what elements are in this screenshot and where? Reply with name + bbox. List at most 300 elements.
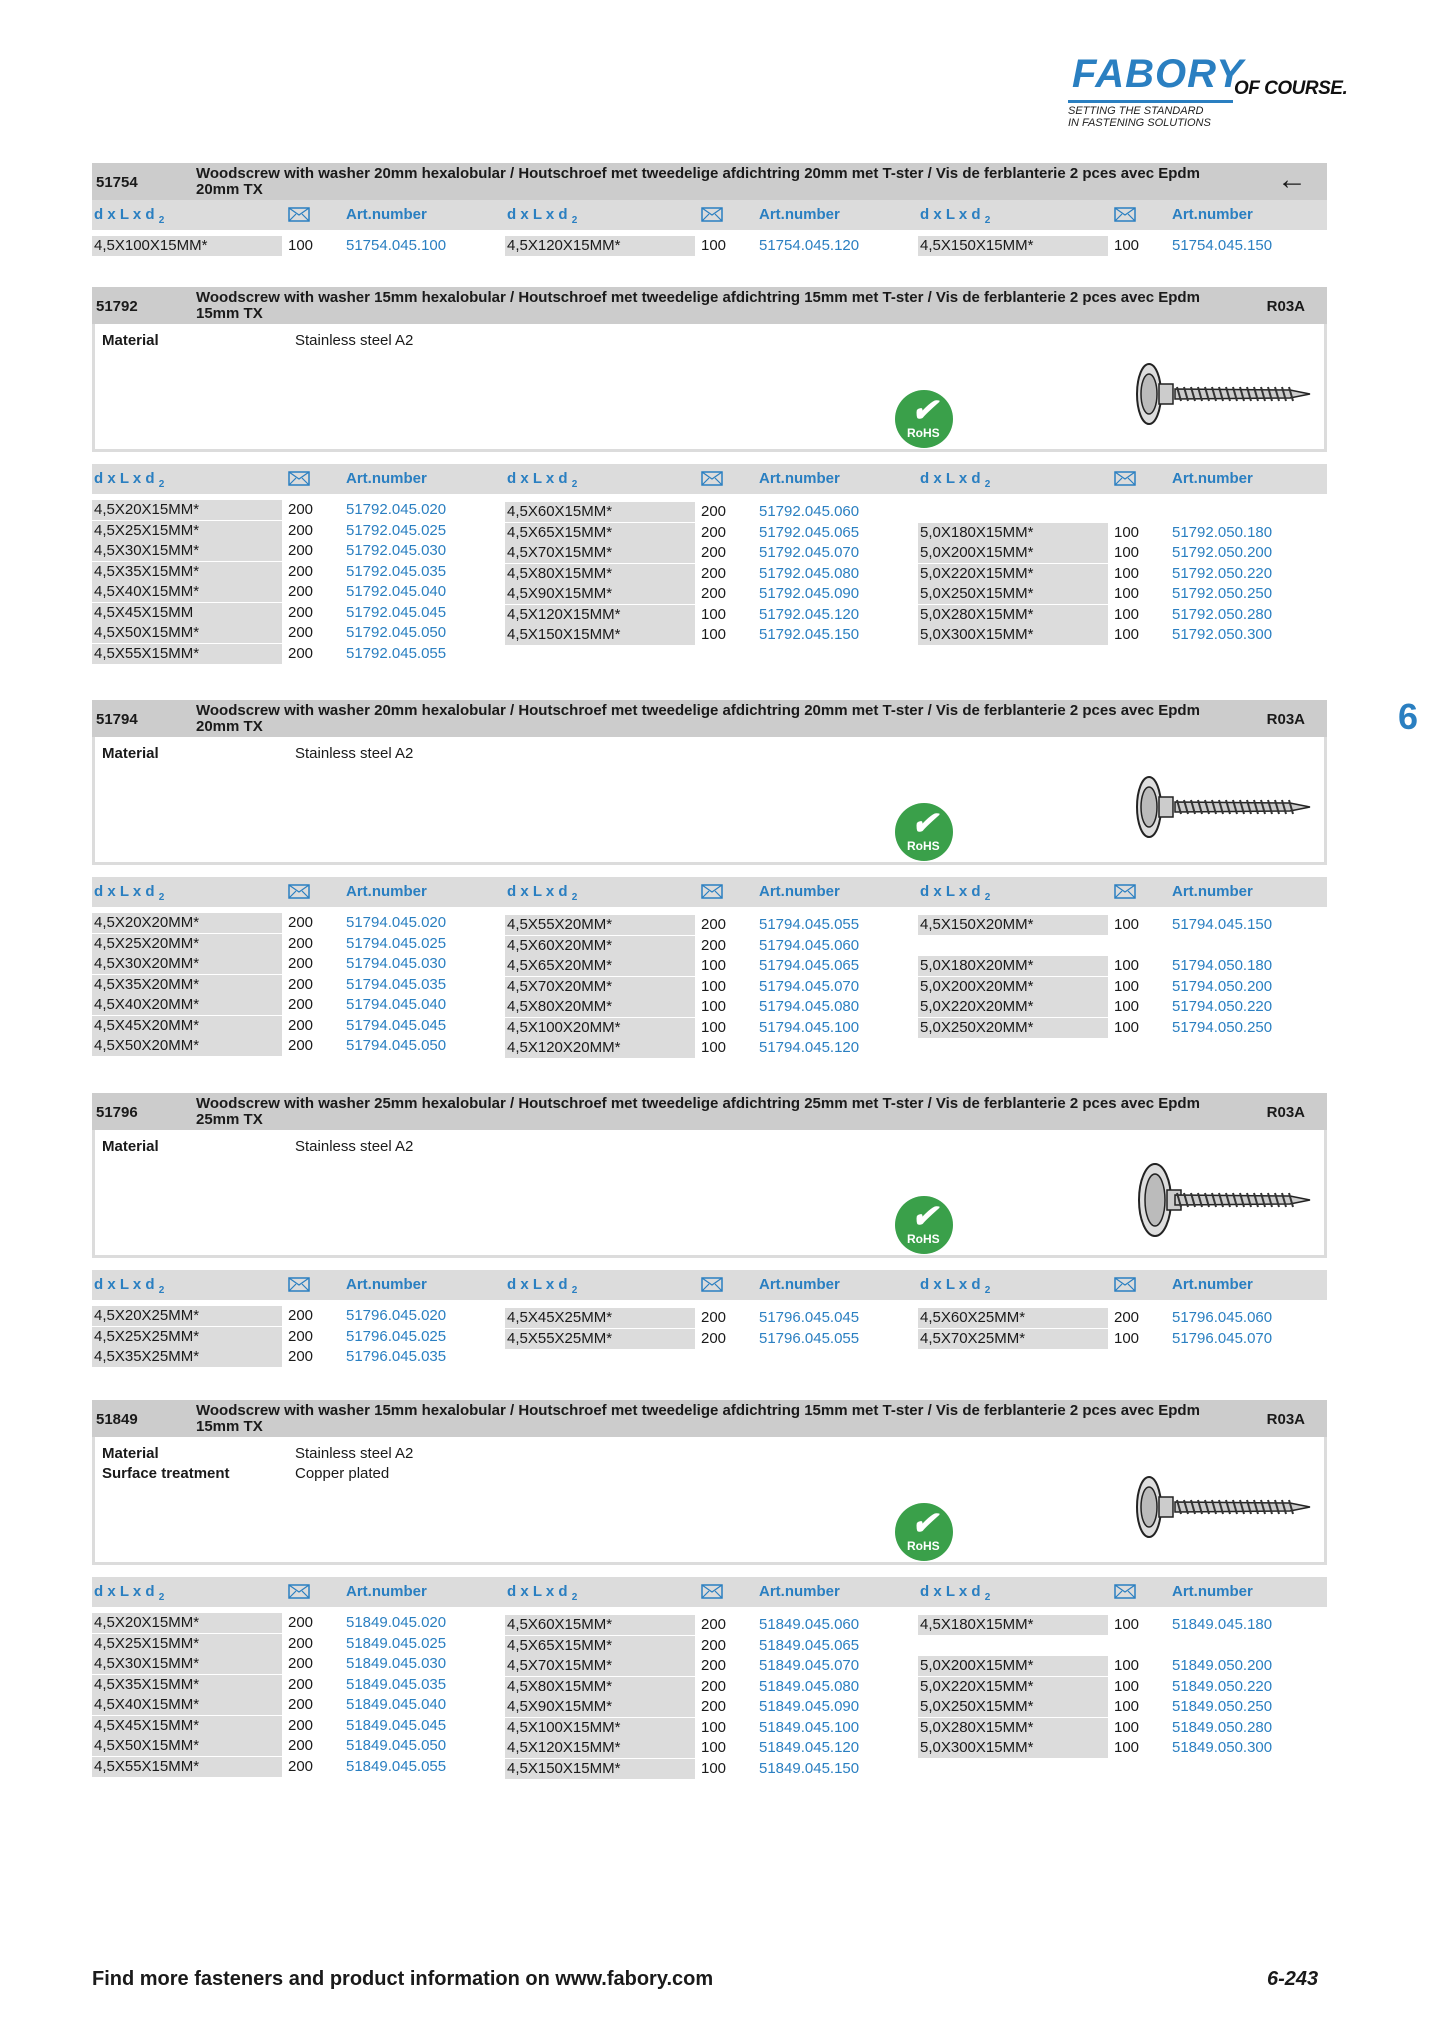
table-row	[92, 1306, 492, 1326]
dimension-cell: 4,5X55X15MM*	[92, 1757, 282, 1777]
art-number-link[interactable]: 51794.045.150	[1172, 916, 1273, 933]
art-number-link[interactable]: 51794.050.200	[1172, 977, 1273, 995]
art-number-link[interactable]: 51849.045.100	[759, 1718, 860, 1736]
pack-quantity-cell: 100	[288, 237, 314, 254]
dim-subscript: 2	[158, 1285, 165, 1296]
pack-quantity-cell: 200	[288, 603, 314, 621]
table-row	[505, 1677, 905, 1697]
pack-quantity-cell: 200	[288, 1348, 314, 1365]
art-number-link[interactable]: 51794.045.065	[759, 957, 860, 974]
dimension-cell: 4,5X150X15MM*	[505, 625, 695, 645]
table-row	[92, 975, 492, 995]
dimension-cell: 4,5X60X15MM*	[505, 502, 695, 522]
dim-label: d x L x d	[507, 206, 572, 223]
table-row	[505, 584, 905, 604]
column-header-art-number: Art.number	[346, 1276, 427, 1293]
rohs-label: RoHS	[907, 839, 940, 853]
envelope-icon	[1114, 884, 1136, 899]
dimension-cell: 4,5X25X15MM*	[92, 521, 282, 541]
dimension-cell: 4,5X180X15MM*	[918, 1615, 1108, 1635]
table-row	[918, 977, 1318, 997]
table-body	[92, 500, 1327, 668]
pack-quantity-cell: 100	[1114, 977, 1140, 995]
pack-quantity-cell: 200	[288, 1307, 314, 1324]
table-header	[92, 200, 1327, 230]
dim-label: d x L x d	[920, 206, 985, 223]
dim-label: d x L x d	[920, 1583, 985, 1600]
table-row	[92, 1757, 492, 1777]
reference-code: R03A	[1266, 298, 1305, 315]
pack-quantity-cell: 200	[288, 934, 314, 952]
art-number-link[interactable]: 51794.045.035	[346, 975, 447, 993]
column-header-dim	[507, 470, 577, 490]
dimension-cell: 4,5X30X20MM*	[92, 954, 282, 974]
pack-quantity-cell: 200	[288, 542, 314, 559]
pack-quantity-cell: 200	[288, 975, 314, 993]
screw-image-box	[1115, 354, 1315, 434]
table-row	[918, 1677, 1318, 1697]
pack-quantity-cell: 100	[701, 1018, 727, 1036]
art-number-link[interactable]: 51849.045.120	[759, 1739, 860, 1756]
product-title: Woodscrew with washer 15mm hexalobular / Houtschroef met tweedelige afdichtring 15mm met T-ster / Vis de ferblanterie 2 pces avec Epdm 15mm TX	[196, 1402, 1200, 1435]
checkmark-icon: ✔	[911, 805, 938, 841]
pack-quantity-cell: 100	[1114, 626, 1140, 643]
dim-subscript: 2	[984, 892, 991, 903]
art-number-link[interactable]: 51849.050.280	[1172, 1718, 1273, 1736]
table-row	[92, 1347, 492, 1367]
dimension-cell: 4,5X70X25MM*	[918, 1329, 1108, 1349]
dimension-cell: 4,5X20X20MM*	[92, 913, 282, 933]
envelope-icon	[1114, 1584, 1136, 1599]
dimension-cell: 4,5X40X15MM*	[92, 1695, 282, 1715]
product-title: Woodscrew with washer 15mm hexalobular / Houtschroef met tweedelige afdichtring 15mm met T-ster / Vis de ferblanterie 2 pces avec Epdm 15mm TX	[196, 289, 1200, 322]
product-code: 51796	[96, 1104, 138, 1121]
section-header	[92, 163, 1327, 200]
dimension-cell: 4,5X150X20MM*	[918, 915, 1108, 935]
table-row	[505, 1759, 905, 1779]
art-number-link[interactable]: 51796.045.055	[759, 1329, 860, 1347]
dimension-cell: 4,5X35X20MM*	[92, 975, 282, 995]
column-header-dim	[94, 883, 164, 903]
table-row	[92, 1634, 492, 1654]
dim-subscript: 2	[984, 1285, 991, 1296]
dimension-cell: 4,5X70X15MM*	[505, 1656, 695, 1676]
dim-subscript: 2	[571, 1592, 578, 1603]
pack-quantity-cell: 200	[288, 1037, 314, 1054]
table-header	[92, 1270, 1327, 1300]
table-row	[505, 936, 905, 956]
art-number-link[interactable]: 51792.045.080	[759, 564, 860, 582]
table-row	[918, 1656, 1318, 1676]
pack-quantity-cell: 200	[701, 1657, 727, 1674]
pack-quantity-cell: 200	[288, 1737, 314, 1754]
art-number-link[interactable]: 51796.045.045	[759, 1309, 860, 1326]
column-header-dim	[507, 1276, 577, 1296]
envelope-icon	[288, 1277, 310, 1292]
art-number-link[interactable]: 51794.045.025	[346, 934, 447, 952]
table-row	[918, 625, 1318, 645]
checkmark-icon: ✔	[911, 1505, 938, 1541]
art-number-link[interactable]: 51796.045.025	[346, 1327, 447, 1345]
art-number-link[interactable]: 51754.045.150	[1172, 237, 1273, 254]
pack-quantity-cell: 200	[701, 544, 727, 561]
art-number-link[interactable]: 51792.050.300	[1172, 626, 1273, 643]
dimension-cell: 4,5X40X15MM*	[92, 582, 282, 602]
art-number-link[interactable]: 51794.045.060	[759, 936, 860, 954]
art-number-link[interactable]: 51792.050.180	[1172, 523, 1273, 541]
pack-quantity-cell: 200	[701, 1636, 727, 1654]
art-number-link[interactable]: 51794.045.055	[759, 916, 860, 933]
envelope-icon	[288, 207, 310, 222]
pack-quantity-cell: 200	[701, 1698, 727, 1715]
table-row	[505, 543, 905, 563]
art-number-link[interactable]: 51794.045.040	[346, 996, 447, 1013]
column-header-art-number: Art.number	[759, 883, 840, 900]
art-number-link[interactable]: 51849.045.040	[346, 1696, 447, 1713]
table-row	[505, 605, 905, 625]
pack-quantity-cell: 100	[1114, 1739, 1140, 1756]
tagline-line-2: IN FASTENING SOLUTIONS	[1068, 117, 1211, 129]
envelope-icon	[1114, 1277, 1136, 1292]
column-header-art-number: Art.number	[346, 206, 427, 223]
table-row	[92, 1327, 492, 1347]
table-row	[918, 1718, 1318, 1738]
dimension-cell: 4,5X120X20MM*	[505, 1038, 695, 1058]
table-row	[918, 564, 1318, 584]
dimension-cell: 5,0X200X15MM*	[918, 543, 1108, 563]
envelope-icon	[288, 884, 310, 899]
table-body	[92, 913, 1327, 1061]
pack-quantity-cell: 200	[701, 936, 727, 954]
column-header-dim	[920, 1276, 990, 1296]
pack-quantity-cell: 200	[288, 1696, 314, 1713]
table-row	[92, 1716, 492, 1736]
dimension-cell: 4,5X55X25MM*	[505, 1329, 695, 1349]
column-header-art-number: Art.number	[759, 1276, 840, 1293]
art-number-link[interactable]: 51849.045.090	[759, 1698, 860, 1715]
screw-product-image	[1115, 1160, 1315, 1240]
checkmark-icon: ✔	[911, 1198, 938, 1234]
dimension-cell: 4,5X20X15MM*	[92, 500, 282, 520]
pack-quantity-cell: 200	[288, 914, 314, 931]
art-number-link[interactable]: 51792.045.065	[759, 523, 860, 541]
pack-quantity-cell: 200	[1114, 1309, 1140, 1326]
art-number-link[interactable]: 51849.045.025	[346, 1634, 447, 1652]
art-number-link[interactable]: 51849.045.070	[759, 1657, 860, 1674]
pack-quantity-cell: 100	[1114, 957, 1140, 974]
table-row	[92, 1613, 492, 1633]
dim-subscript: 2	[571, 1285, 578, 1296]
pack-quantity-cell: 200	[701, 916, 727, 933]
dim-subscript: 2	[158, 892, 165, 903]
art-number-link[interactable]: 51792.045.120	[759, 605, 860, 623]
column-header-art-number: Art.number	[759, 206, 840, 223]
table-header	[92, 464, 1327, 494]
reference-code: R03A	[1266, 711, 1305, 728]
tagline-line-1: SETTING THE STANDARD	[1068, 105, 1204, 117]
art-number-link[interactable]: 51849.045.065	[759, 1636, 860, 1654]
art-number-link[interactable]: 51792.045.035	[346, 562, 447, 580]
art-number-link[interactable]: 51792.050.220	[1172, 564, 1273, 582]
pack-quantity-cell: 100	[1114, 605, 1140, 623]
table-row	[505, 236, 905, 256]
table-row	[918, 956, 1318, 976]
dim-label: d x L x d	[94, 883, 159, 900]
table-row	[92, 1016, 492, 1036]
art-number-link[interactable]: 51794.050.180	[1172, 957, 1273, 974]
product-section-51794	[92, 700, 1327, 1061]
dimension-cell: 4,5X80X15MM*	[505, 564, 695, 584]
art-number-link[interactable]: 51849.045.060	[759, 1616, 860, 1633]
art-number-link[interactable]: 51849.050.250	[1172, 1698, 1273, 1715]
column-header-art-number: Art.number	[346, 470, 427, 487]
art-number-link[interactable]: 51849.045.050	[346, 1737, 447, 1754]
envelope-icon	[701, 1584, 723, 1599]
dimension-cell: 5,0X180X15MM*	[918, 523, 1108, 543]
art-number-link[interactable]: 51794.045.030	[346, 955, 447, 972]
dimension-cell: 5,0X250X20MM*	[918, 1018, 1108, 1038]
table-row	[92, 603, 492, 623]
dimension-cell: 4,5X50X15MM*	[92, 1736, 282, 1756]
dimension-cell: 4,5X20X15MM*	[92, 1613, 282, 1633]
screw-image-box	[1115, 767, 1315, 847]
dimension-cell: 4,5X35X15MM*	[92, 1675, 282, 1695]
screw-product-image	[1115, 1467, 1315, 1547]
pack-quantity-cell: 100	[701, 998, 727, 1015]
pack-quantity-cell: 100	[1114, 237, 1140, 254]
art-number-link[interactable]: 51794.045.050	[346, 1037, 447, 1054]
art-number-link[interactable]: 51794.045.120	[759, 1039, 860, 1056]
art-number-link[interactable]: 51849.045.045	[346, 1716, 447, 1734]
art-number-link[interactable]: 51794.045.020	[346, 914, 447, 931]
footer-text: Find more fasteners and product information on www.fabory.com	[92, 1968, 714, 1990]
art-number-link[interactable]: 51794.050.250	[1172, 1018, 1273, 1036]
dimension-cell: 5,0X200X15MM*	[918, 1656, 1108, 1676]
art-number-link[interactable]: 51792.045.070	[759, 544, 860, 561]
pack-quantity-cell: 200	[701, 564, 727, 582]
pack-quantity-cell: 200	[701, 523, 727, 541]
dimension-cell: 5,0X180X20MM*	[918, 956, 1108, 976]
pack-quantity-cell: 200	[288, 1016, 314, 1034]
brand-tagline	[1068, 105, 1211, 129]
material-panel	[92, 324, 1327, 452]
dimension-cell: 4,5X45X25MM*	[505, 1308, 695, 1328]
art-number-link[interactable]: 51754.045.100	[346, 237, 447, 254]
dim-subscript: 2	[571, 215, 578, 226]
pack-quantity-cell: 200	[288, 562, 314, 580]
screw-product-image	[1115, 767, 1315, 847]
art-number-link[interactable]: 51792.045.060	[759, 503, 860, 520]
dimension-cell: 5,0X300X15MM*	[918, 1738, 1108, 1758]
table-row	[505, 1697, 905, 1717]
material-label: Material	[102, 1445, 159, 1462]
column-header-dim	[920, 206, 990, 226]
table-row	[505, 1738, 905, 1758]
table-row	[505, 1615, 905, 1635]
table-row	[505, 1018, 905, 1038]
pack-quantity-cell: 100	[1114, 1718, 1140, 1736]
pack-quantity-cell: 200	[701, 503, 727, 520]
art-number-link[interactable]: 51792.045.055	[346, 644, 447, 662]
pack-quantity-cell: 200	[288, 955, 314, 972]
column-header-art-number: Art.number	[1172, 206, 1253, 223]
table-row	[918, 523, 1318, 543]
art-number-link[interactable]: 51792.050.280	[1172, 605, 1273, 623]
pack-quantity-cell: 200	[288, 1757, 314, 1775]
dimension-cell: 4,5X100X20MM*	[505, 1018, 695, 1038]
material-value: Copper plated	[295, 1465, 390, 1482]
back-arrow-icon[interactable]: ←	[1277, 163, 1307, 196]
art-number-link[interactable]: 51796.045.020	[346, 1307, 447, 1324]
pack-quantity-cell: 100	[1114, 523, 1140, 541]
art-number-link[interactable]: 51849.045.150	[759, 1759, 860, 1777]
art-number-link[interactable]: 51792.045.050	[346, 624, 447, 641]
pack-quantity-cell: 100	[701, 1759, 727, 1777]
art-number-link[interactable]: 51792.045.090	[759, 585, 860, 602]
pack-quantity-cell: 100	[1114, 1018, 1140, 1036]
table-body	[92, 236, 1327, 261]
column-header-dim	[94, 1583, 164, 1603]
pack-quantity-cell: 100	[701, 957, 727, 974]
table-row	[92, 236, 492, 256]
art-number-link[interactable]: 51794.050.220	[1172, 998, 1273, 1015]
screw-image-box	[1115, 1467, 1315, 1547]
chapter-number: 6	[1398, 696, 1419, 737]
art-number-link[interactable]: 51792.045.150	[759, 626, 860, 643]
pack-quantity-cell: 100	[1114, 544, 1140, 561]
dimension-cell: 4,5X50X15MM*	[92, 623, 282, 643]
art-number-link[interactable]: 51849.045.030	[346, 1655, 447, 1672]
product-section-51796	[92, 1093, 1327, 1372]
table-header	[92, 877, 1327, 907]
art-number-link[interactable]: 51792.050.200	[1172, 544, 1273, 561]
screw-image-box	[1115, 1160, 1315, 1240]
material-panel	[92, 1130, 1327, 1258]
art-number-link[interactable]: 51796.045.070	[1172, 1329, 1273, 1347]
art-number-link[interactable]: 51794.045.045	[346, 1016, 447, 1034]
dim-subscript: 2	[571, 479, 578, 490]
dimension-cell: 4,5X70X15MM*	[505, 543, 695, 563]
column-header-art-number: Art.number	[759, 1583, 840, 1600]
material-value: Stainless steel A2	[295, 1445, 414, 1462]
art-number-link[interactable]: 51792.045.025	[346, 521, 447, 539]
dimension-cell: 5,0X220X20MM*	[918, 997, 1108, 1017]
dim-subscript: 2	[571, 892, 578, 903]
art-number-link[interactable]: 51792.045.040	[346, 583, 447, 600]
screw-product-image	[1115, 354, 1315, 434]
dimension-cell: 4,5X80X20MM*	[505, 997, 695, 1017]
table-row	[92, 995, 492, 1015]
art-number-link[interactable]: 51794.045.100	[759, 1018, 860, 1036]
art-number-link[interactable]: 51794.045.070	[759, 977, 860, 995]
art-number-link[interactable]: 51754.045.120	[759, 237, 860, 254]
art-number-link[interactable]: 51849.045.080	[759, 1677, 860, 1695]
table-body	[92, 1306, 1327, 1372]
dimension-cell: 4,5X80X15MM*	[505, 1677, 695, 1697]
envelope-icon	[701, 1277, 723, 1292]
art-number-link[interactable]: 51849.050.200	[1172, 1657, 1273, 1674]
dimension-cell: 4,5X150X15MM*	[505, 1759, 695, 1779]
dimension-cell: 4,5X45X15MM*	[92, 1716, 282, 1736]
art-number-link[interactable]: 51849.050.220	[1172, 1677, 1273, 1695]
dimension-cell: 4,5X120X15MM*	[505, 605, 695, 625]
column-header-art-number: Art.number	[759, 470, 840, 487]
rohs-badge	[895, 1503, 953, 1561]
art-number-link[interactable]: 51849.045.035	[346, 1675, 447, 1693]
table-row	[92, 541, 492, 561]
table-row	[505, 564, 905, 584]
art-number-link[interactable]: 51849.045.055	[346, 1757, 447, 1775]
dimension-cell: 4,5X25X15MM*	[92, 1634, 282, 1654]
dimension-cell: 5,0X220X15MM*	[918, 564, 1108, 584]
envelope-icon	[701, 884, 723, 899]
art-number-link[interactable]: 51796.045.060	[1172, 1309, 1273, 1326]
envelope-icon	[701, 471, 723, 486]
envelope-icon	[1114, 471, 1136, 486]
art-number-link[interactable]: 51792.045.030	[346, 542, 447, 559]
product-code: 51849	[96, 1411, 138, 1428]
material-label: Material	[102, 1138, 159, 1155]
art-number-link[interactable]: 51792.050.250	[1172, 585, 1273, 602]
envelope-icon	[288, 471, 310, 486]
fabory-logo	[1062, 48, 1352, 138]
art-number-link[interactable]: 51796.045.035	[346, 1348, 447, 1365]
dimension-cell: 4,5X120X15MM*	[505, 1738, 695, 1758]
dim-label: d x L x d	[920, 1276, 985, 1293]
table-row	[918, 1697, 1318, 1717]
art-number-link[interactable]: 51792.045.045	[346, 603, 447, 621]
pack-quantity-cell: 200	[288, 644, 314, 662]
pack-quantity-cell: 200	[701, 1616, 727, 1633]
column-header-art-number: Art.number	[346, 883, 427, 900]
material-panel	[92, 737, 1327, 865]
pack-quantity-cell: 100	[1114, 585, 1140, 602]
dimension-cell: 4,5X65X20MM*	[505, 956, 695, 976]
column-header-art-number: Art.number	[1172, 470, 1253, 487]
pack-quantity-cell: 200	[701, 1677, 727, 1695]
checkmark-icon: ✔	[911, 392, 938, 428]
dim-label: d x L x d	[507, 1276, 572, 1293]
table-header	[92, 1577, 1327, 1607]
pack-quantity-cell: 100	[701, 237, 727, 254]
section-header	[92, 287, 1327, 324]
art-number-link[interactable]: 51849.045.020	[346, 1614, 447, 1631]
art-number-link[interactable]: 51794.045.080	[759, 998, 860, 1015]
table-row	[505, 915, 905, 935]
product-section-51792	[92, 287, 1327, 668]
material-panel	[92, 1437, 1327, 1565]
table-row	[92, 1695, 492, 1715]
table-body	[92, 1613, 1327, 1781]
table-row	[505, 625, 905, 645]
art-number-link[interactable]: 51849.050.300	[1172, 1739, 1273, 1756]
art-number-link[interactable]: 51849.045.180	[1172, 1616, 1273, 1633]
pack-quantity-cell: 100	[1114, 998, 1140, 1015]
art-number-link[interactable]: 51792.045.020	[346, 501, 447, 518]
column-header-dim	[920, 883, 990, 903]
product-title: Woodscrew with washer 25mm hexalobular / Houtschroef met tweedelige afdichtring 25mm met T-ster / Vis de ferblanterie 2 pces avec Epdm 25mm TX	[196, 1095, 1200, 1128]
column-header-art-number: Art.number	[346, 1583, 427, 1600]
table-row	[92, 1654, 492, 1674]
pack-quantity-cell: 200	[701, 585, 727, 602]
table-row	[918, 236, 1318, 256]
table-row	[92, 582, 492, 602]
table-row	[505, 1718, 905, 1738]
pack-quantity-cell: 200	[701, 1329, 727, 1347]
product-code: 51792	[96, 298, 138, 315]
table-row	[505, 1308, 905, 1328]
material-label: Surface treatment	[102, 1465, 230, 1482]
